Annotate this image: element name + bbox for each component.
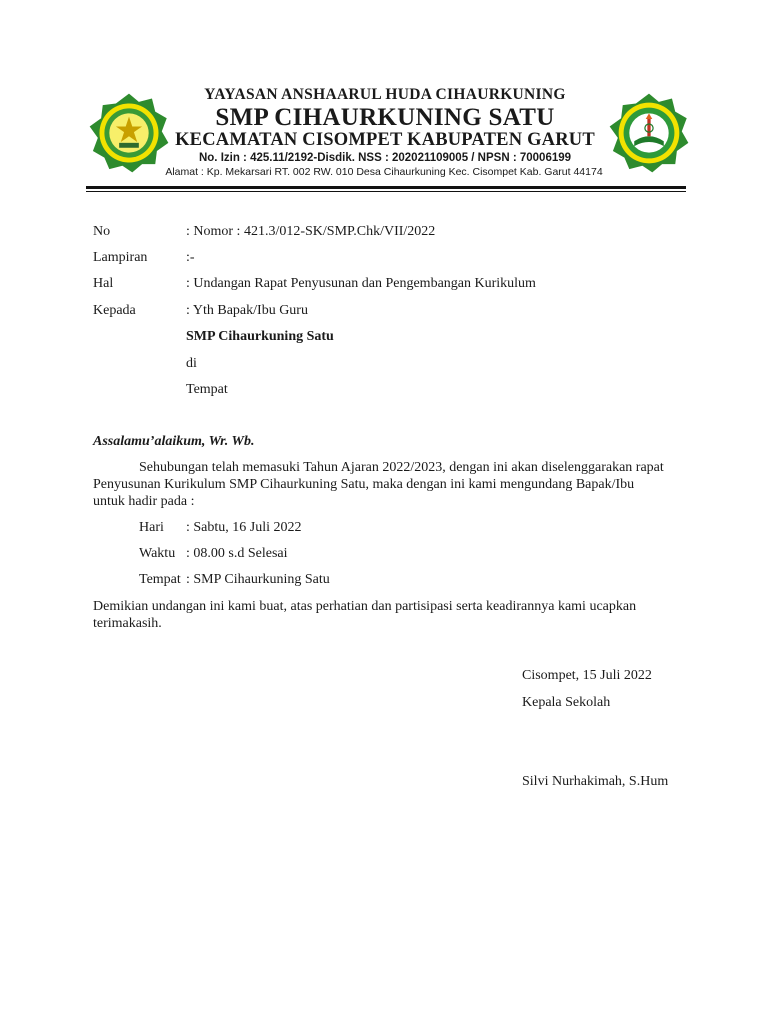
attachment-value: :-: [186, 250, 195, 265]
recipient-label: Kepada: [93, 303, 136, 318]
subject-label: Hal: [93, 276, 114, 291]
signature-name: Silvi Nurhakimah, S.Hum: [522, 774, 669, 789]
intro-line-1: Sehubungan telah memasuki Tahun Ajaran 2022/2023, dengan ini akan diselenggarakan rapat: [139, 460, 664, 475]
signature-position: Kepala Sekolah: [522, 695, 611, 710]
school-address: Alamat : Kp. Mekarsari RT. 002 RW. 010 Desa Cihaurkuning Kec. Cisompet Kab. Garut 44174: [165, 166, 603, 178]
time-label: Waktu: [139, 546, 176, 561]
subject-value: : Undangan Rapat Penyusunan dan Pengembangan Kurikulum: [186, 276, 536, 291]
greeting: Assalamu’alaikum, Wr. Wb.: [93, 434, 255, 449]
number-value: : Nomor : 421.3/012-SK/SMP.Chk/VII/2022: [186, 224, 436, 239]
letterhead-rule-thin: [86, 191, 686, 192]
recipient-place: Tempat: [186, 382, 228, 397]
time-value: : 08.00 s.d Selesai: [186, 546, 288, 561]
day-value: : Sabtu, 16 Juli 2022: [186, 520, 302, 535]
foundation-name: YAYASAN ANSHAARUL HUDA CIHAURKUNING: [204, 86, 566, 103]
letterhead-rule-thick: [86, 186, 686, 189]
day-label: Hari: [139, 520, 164, 535]
intro-line-3: untuk hadir pada :: [93, 494, 195, 509]
closing-line-2: terimakasih.: [93, 616, 162, 631]
license-info: No. Izin : 425.11/2192-Disdik. NSS : 202021109005 / NPSN : 70006199: [198, 152, 572, 164]
signature-place-date: Cisompet, 15 Juli 2022: [522, 668, 652, 683]
number-label: No: [93, 224, 111, 239]
intro-line-2: Penyusunan Kurikulum SMP Cihaurkuning Satu, maka dengan ini kami mengundang Bapak/Ibu: [93, 477, 635, 492]
attachment-label: Lampiran: [93, 250, 148, 265]
district-name: KECAMATAN CISOMPET KABUPATEN GARUT: [175, 130, 595, 150]
school-name: SMP CIHAURKUNING SATU: [215, 104, 555, 131]
recipient-value: : Yth Bapak/Ibu Guru: [186, 303, 308, 318]
venue-label: Tempat: [139, 572, 181, 587]
school-emblem-icon: [608, 92, 690, 174]
closing-line-1: Demikian undangan ini kami buat, atas perhatian dan partisipasi serta keadirannya kami ucapkan: [93, 599, 637, 614]
venue-value: : SMP Cihaurkuning Satu: [186, 572, 330, 587]
recipient-di: di: [186, 356, 197, 371]
recipient-organization: SMP Cihaurkuning Satu: [186, 329, 334, 344]
